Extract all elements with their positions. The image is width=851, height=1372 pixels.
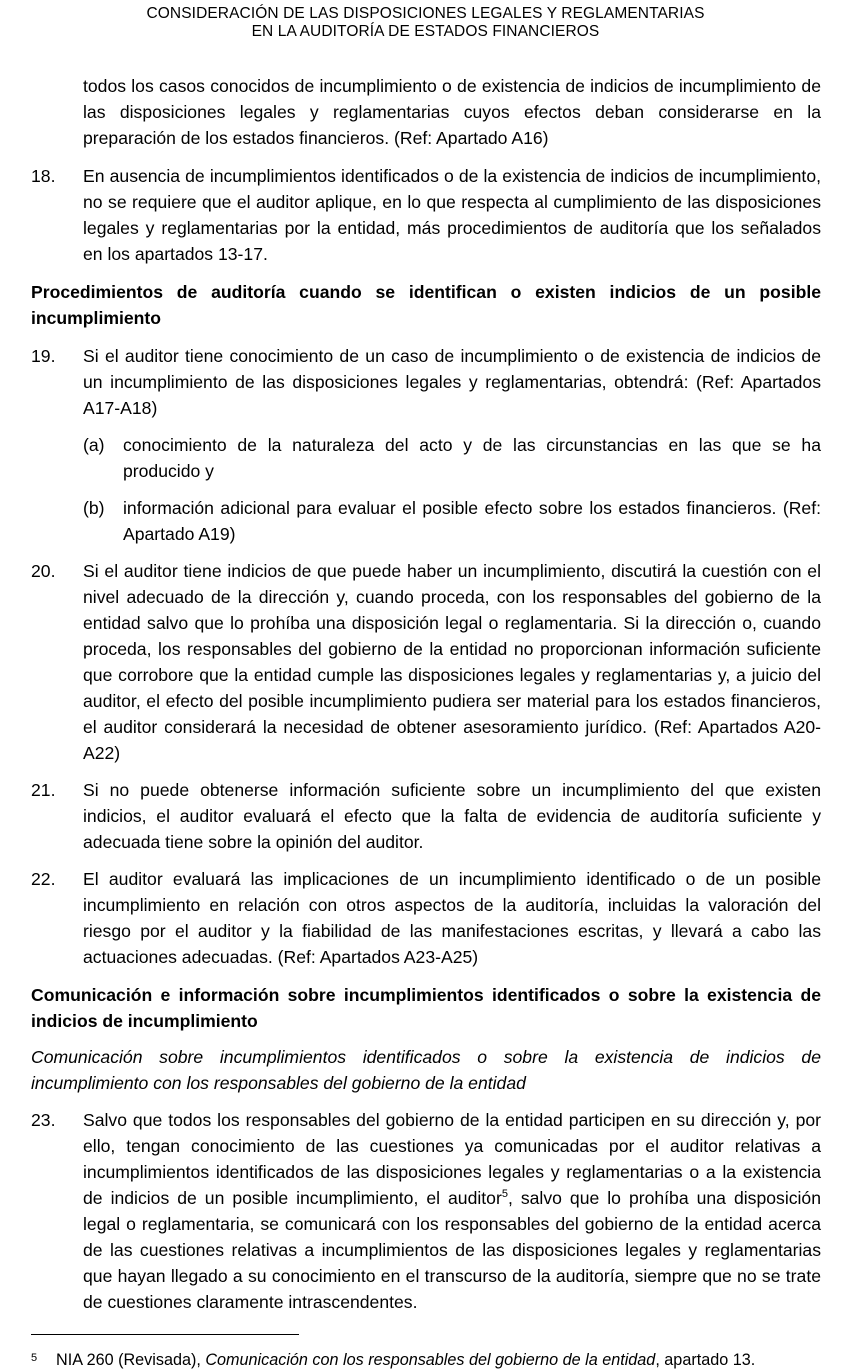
paragraph-18 [31,163,821,267]
paragraph-number: 22. [31,869,56,889]
list-item-text: información adicional para evaluar el posible efecto sobre los estados financieros. (Ref: Apartado A19) [123,498,821,544]
paragraph-number: 20. [31,561,56,581]
paragraph-number: 21. [31,780,56,800]
paragraph-text-part-1: Salvo que todos los responsables del gobierno de la entidad participen en su dirección y, por ello, tengan conocimiento de las cuestiones ya comunicadas por el auditor relativas a incumplimientos identificados de las disposiciones legales y reglamentarias o a la existencia de indicios de un posible incumplimiento, el auditor [83,1110,821,1208]
paragraph-20 [31,558,821,766]
subsection-heading: Comunicación sobre incumplimientos identificados o sobre la existencia de indicios de incumplimiento con los responsables del gobierno de la entidad [31,1047,821,1093]
list-item-label: (a) [83,435,105,455]
paragraph-23 [31,1107,821,1315]
header-line-1: CONSIDERACIÓN DE LAS DISPOSICIONES LEGALES Y REGLAMENTARIAS [146,5,705,22]
running-header [0,5,851,41]
section-heading-procedures: Procedimientos de auditoría cuando se identifican o existen indicios de un posible incumplimiento [31,282,821,328]
list-item-b [83,495,821,547]
list-item-a [83,432,821,484]
paragraph-text: En ausencia de incumplimientos identificados o de la existencia de indicios de incumplimiento, no se requiere que el auditor aplique, en lo que respecta al cumplimiento de las disposiciones legales y reglamentarias por la entidad, más procedimientos de auditoría que los señalados en los apartados 13-17. [83,166,821,264]
footnote-number: 5 [31,1352,38,1364]
footnote-text-part-1: NIA 260 (Revisada), [56,1351,206,1369]
paragraph-text: El auditor evaluará las implicaciones de un incumplimiento identificado o de un posible incumplimiento en relación con otros aspectos de la auditoría, incluidas la valoración del riesgo por el auditor y la fiabilidad de las manifestaciones escritas, y llevará a cabo las actuaciones adecuadas. (Ref: Apartados A23-A25) [83,869,821,967]
footnote-reference[interactable]: 5 [501,1188,508,1200]
footnote-divider [31,1334,299,1335]
paragraph-22 [31,866,821,970]
paragraph-text: Si no puede obtenerse información suficiente sobre un incumplimiento del que existen indicios, el auditor evaluará el efecto que la falta de evidencia de auditoría suficiente y adecuada tiene sobre la opinión del auditor. [83,780,821,852]
paragraph-number: 23. [31,1110,56,1130]
paragraph-19 [31,343,821,421]
section-heading-communication: Comunicación e información sobre incumplimientos identificados o sobre la existencia de indicios de incumplimiento [31,985,821,1031]
footnote [31,1348,831,1370]
list-item-text: conocimiento de la naturaleza del acto y de las circunstancias en las que se ha producido y [123,435,821,481]
document-body [31,73,821,1315]
footnote-title: Comunicación con los responsables del gobierno de la entidad [205,1351,656,1369]
paragraph-text-part-2: , salvo que lo prohíba una disposición legal o reglamentaria, se comunicará con los responsables del gobierno de la entidad acerca de las cuestiones relativas a incumplimientos de las disposiciones legales y reglamentarias que hayan llegado a su conocimiento en el transcurso de la auditoría, siempre que no se trate de cuestiones claramente intrascendentes. [83,1188,821,1312]
paragraph-text: Si el auditor tiene conocimiento de un caso de incumplimiento o de existencia de indicios de un incumplimiento de las disposiciones legales y reglamentarias, obtendrá: (Ref: Apartados A17-A18) [83,346,821,418]
paragraph-number: 18. [31,166,56,186]
paragraph-number: 19. [31,346,56,366]
list-item-label: (b) [83,498,105,518]
continuation-paragraph: todos los casos conocidos de incumplimiento o de existencia de indicios de incumplimiento de las disposiciones legales y reglamentarias cuyos efectos deban considerarse en la preparación de los estados financieros. (Ref: Apartado A16) [83,76,821,148]
paragraph-text: Si el auditor tiene indicios de que puede haber un incumplimiento, discutirá la cuestión con el nivel adecuado de la dirección y, cuando proceda, con los responsables del gobierno de la entidad salvo que lo prohíba una disposición legal o reglamentaria. Si la dirección o, cuando proceda, los responsables del gobierno de la entidad no proporcionan información suficiente que corrobore que la entidad cumple las disposiciones legales y reglamentarias y, a juicio del auditor, el efecto del posible incumplimiento pudiera ser material para los estados financieros, el auditor considerará la necesidad de obtener asesoramiento jurídico. (Ref: Apartados A20-A22) [83,561,821,763]
header-line-2: EN LA AUDITORÍA DE ESTADOS FINANCIEROS [251,23,600,40]
paragraph-21 [31,777,821,855]
footnote-text-part-2: , apartado 13. [655,1351,756,1369]
paragraph-text [83,1107,821,1315]
